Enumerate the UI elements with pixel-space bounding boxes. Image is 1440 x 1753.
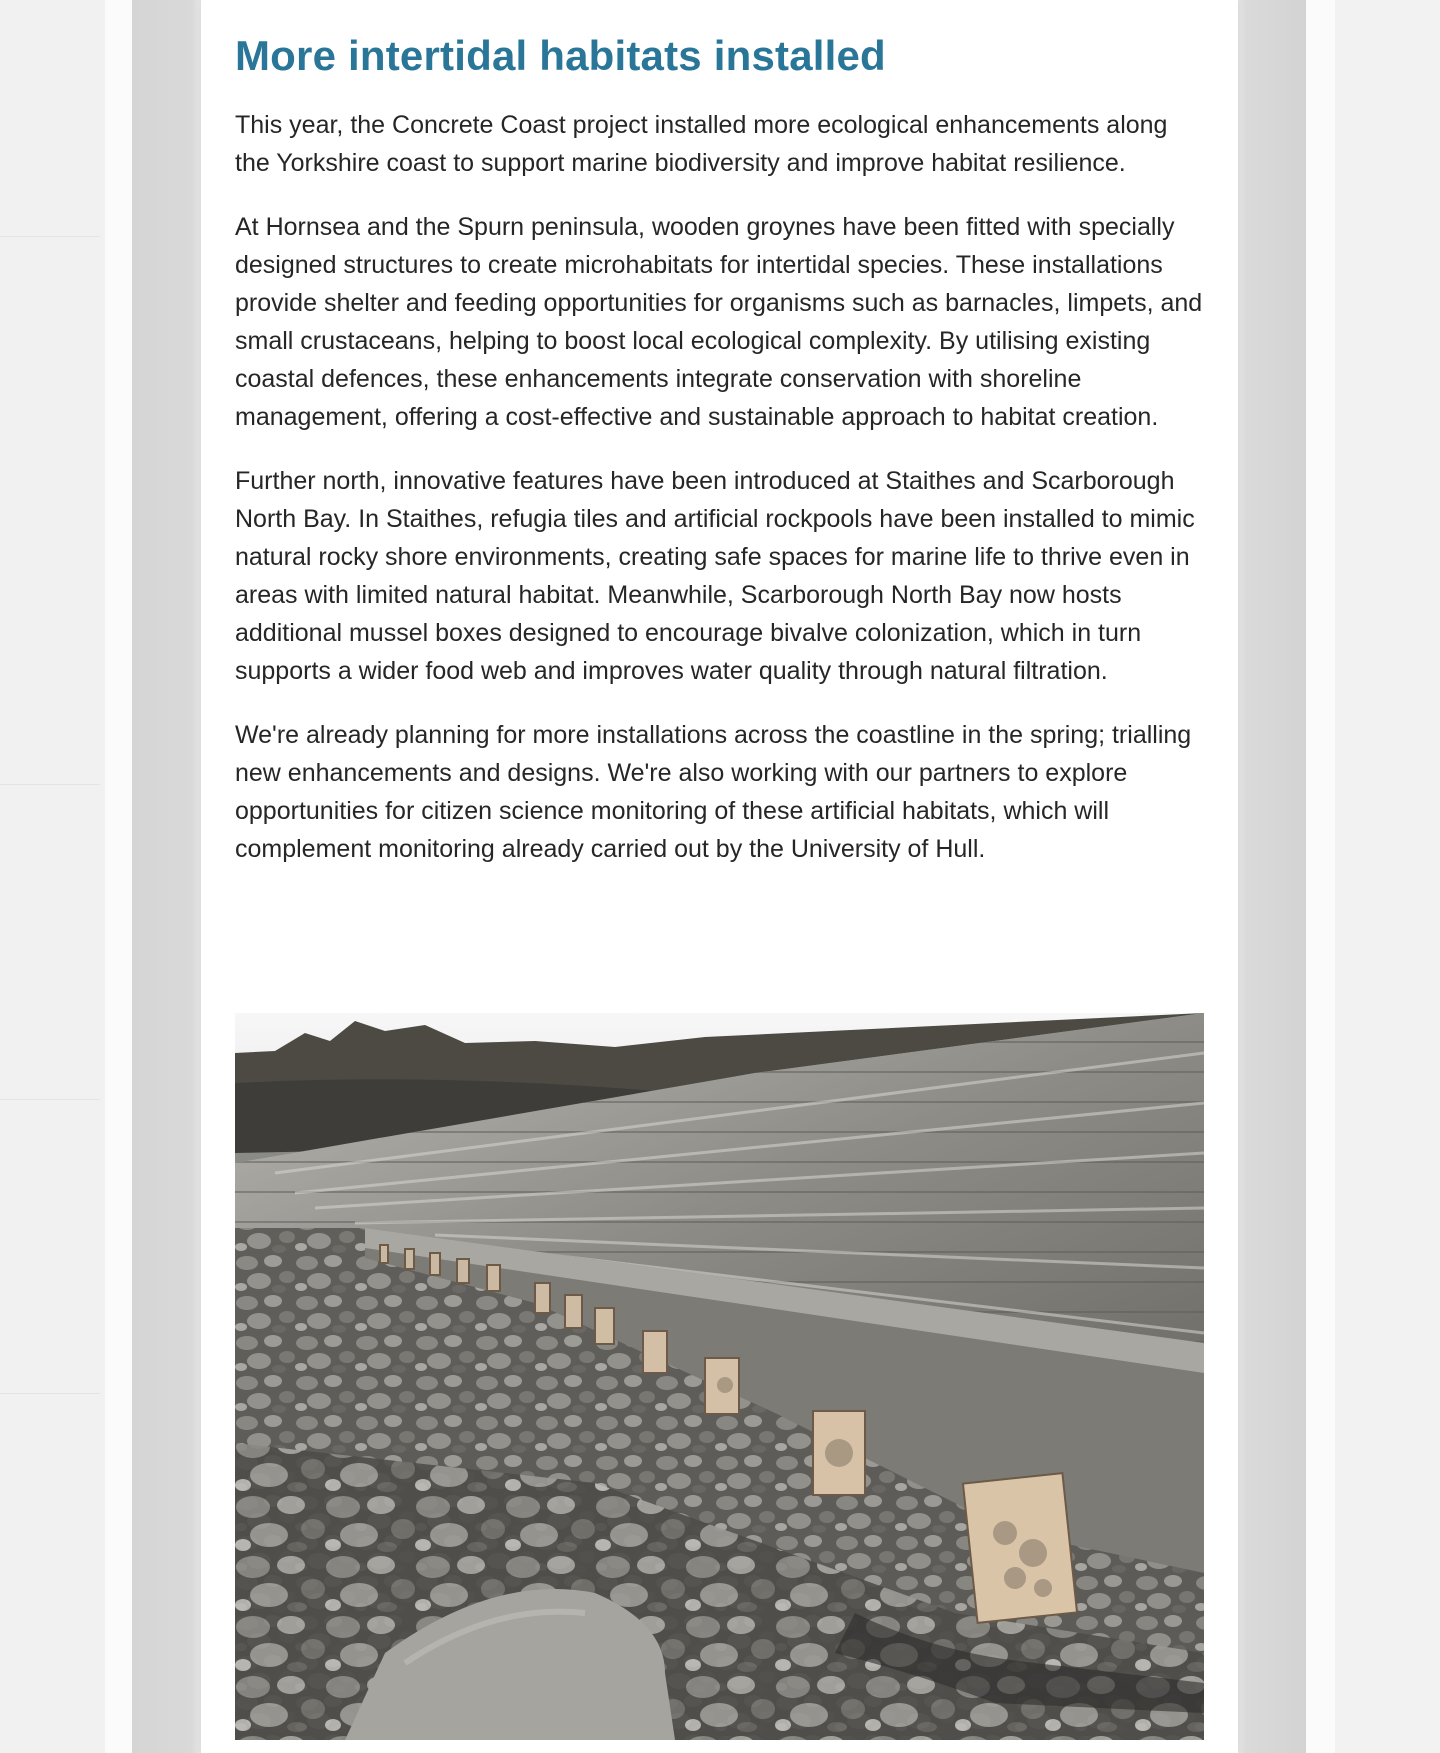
sea-wall-habitat-photo — [235, 1013, 1204, 1740]
article-paragraph-plans: We're already planning for more installations across the coastline in the spring; trialling new enhancements and designs. We're also working with our partners to explore opportunities for citizen science monitoring of these artificial habitats, which will complement monitoring already carried out by the University of Hull. — [235, 721, 1192, 863]
background-panel — [0, 236, 100, 785]
page-background-right — [1335, 0, 1440, 1753]
article-paragraph-intro: This year, the Concrete Coast project installed more ecological enhancements along the Yorkshire coast to support marine biodiversity and improve habitat resilience. — [235, 111, 1168, 177]
article-paragraph-hornsea: At Hornsea and the Spurn peninsula, wooden groynes have been fitted with specially designed structures to create microhabitats for intertidal species. These installations provide shelter and feeding opportunities for organisms such as barnacles, limpets, and small crustaceans, helping to boost local ecological complexity. By utilising existing coastal defences, these enhancements integrate conservation with shoreline management, offering a cost-effective and sustainable approach to habitat creation. — [235, 213, 1203, 431]
page-background-left — [0, 0, 105, 1753]
article-heading: More intertidal habitats installed — [235, 32, 886, 79]
background-panel — [0, 0, 100, 237]
background-panel — [0, 784, 100, 1100]
article — [235, 26, 1205, 868]
article-paragraph-staithes: Further north, innovative features have been introduced at Staithes and Scarborough North Bay. In Staithes, refugia tiles and artificial rockpools have been installed to mimic natural rocky shore environments, creating safe spaces for marine life to thrive even in areas with limited natural habitat. Meanwhile, Scarborough North Bay now hosts additional mussel boxes designed to encourage bivalve colonization, which in turn supports a wider food web and improves water quality through natural filtration. — [235, 467, 1195, 685]
background-panel — [0, 1099, 100, 1394]
